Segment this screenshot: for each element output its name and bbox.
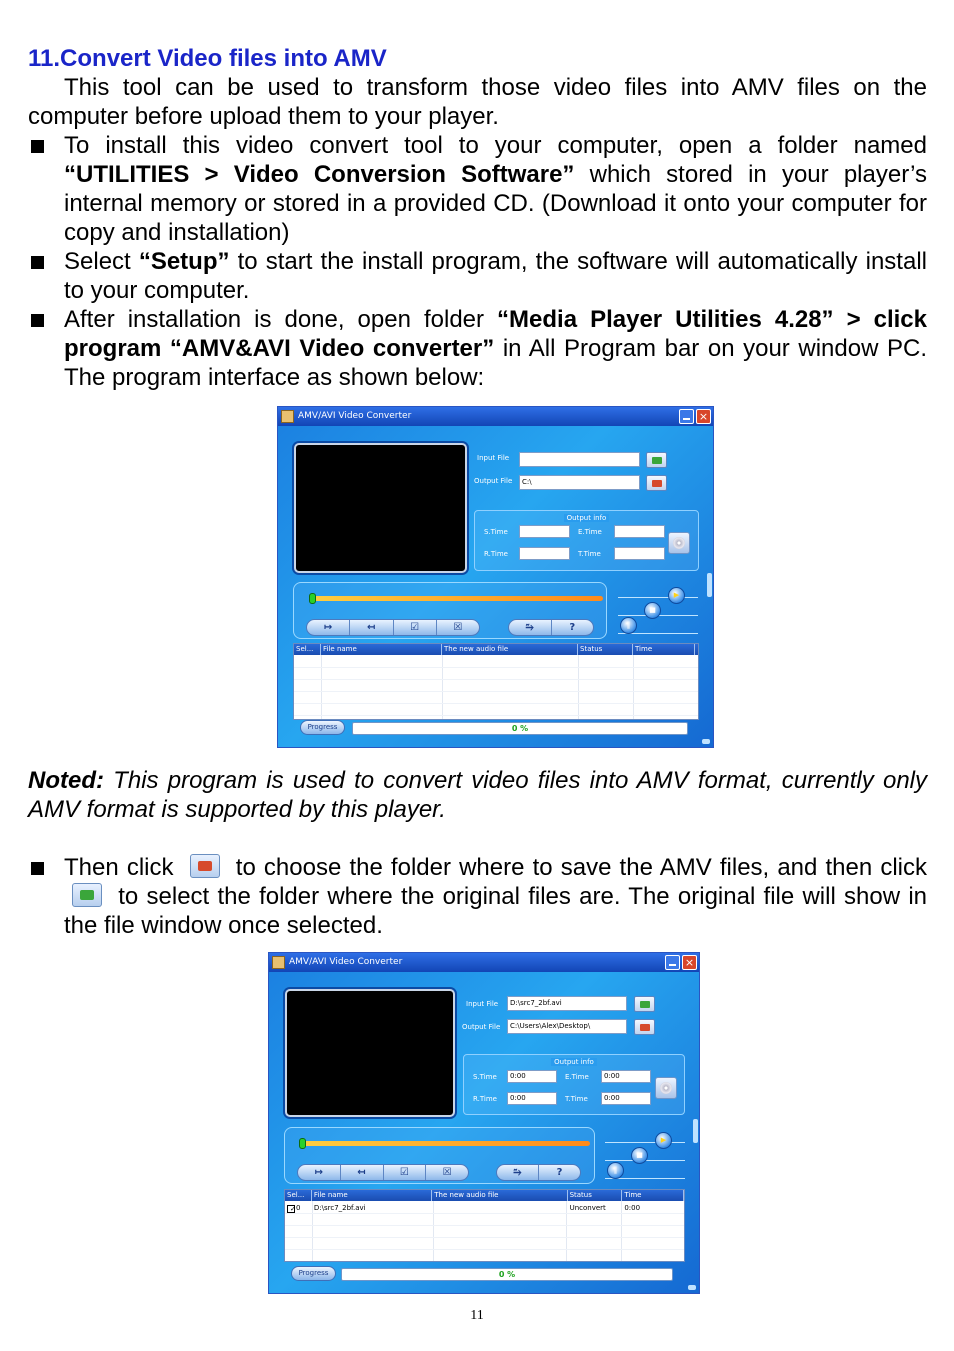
etime-field[interactable] (614, 525, 665, 538)
help-button[interactable]: ? (556, 1167, 563, 1178)
column-header[interactable]: File name (312, 1190, 432, 1201)
stime-field[interactable]: 0:00 (507, 1070, 557, 1083)
minimize-button[interactable] (679, 409, 694, 424)
column-header[interactable]: Status (568, 1190, 623, 1201)
delete-button[interactable]: ☒ (453, 622, 463, 633)
stime-field[interactable] (519, 525, 570, 538)
progress-button[interactable]: Progress (300, 720, 345, 735)
input-folder-icon[interactable] (634, 996, 655, 1012)
side-expand-handle[interactable] (693, 1119, 698, 1143)
bullet-square-icon (31, 256, 44, 269)
ttime-field[interactable]: 0:00 (601, 1092, 651, 1105)
output-folder-icon (190, 854, 220, 878)
column-header[interactable]: Time (633, 644, 695, 655)
seek-knob[interactable] (299, 1138, 306, 1149)
app-icon (272, 956, 285, 969)
output-info-label: Output info (551, 1058, 597, 1066)
input-file-label: Input File (477, 454, 510, 462)
seek-knob[interactable] (309, 593, 316, 604)
toolbar-right (508, 619, 594, 636)
output-file-label: Output File (462, 1023, 501, 1031)
column-header[interactable]: Sel... (294, 644, 321, 655)
output-file-field[interactable]: C:\ (519, 475, 640, 490)
file-table (284, 1189, 685, 1262)
input-file-field[interactable] (519, 452, 640, 467)
bullet-square-icon (31, 314, 44, 327)
stime-label: S.Time (484, 528, 508, 536)
stop-icon[interactable]: ■ (644, 602, 661, 619)
row-select-cell: ✓0 (285, 1202, 312, 1214)
app-icon (281, 410, 294, 423)
select-all-button[interactable]: ☑ (384, 1165, 427, 1180)
stop-icon[interactable]: ■ (631, 1147, 648, 1164)
window-title: AMV/AVI Video Converter (298, 411, 412, 421)
output-file-field[interactable]: C:\Users\Alex\Desktop\ (507, 1019, 627, 1034)
close-button[interactable]: × (696, 409, 711, 424)
bottom-arrow-icon[interactable] (688, 1285, 696, 1290)
convert-button[interactable]: ⥲ (509, 620, 552, 635)
etime-label: E.Time (578, 528, 602, 536)
pause-icon[interactable]: ‖ (620, 617, 637, 634)
table-row[interactable] (285, 1202, 684, 1214)
window-title: AMV/AVI Video Converter (289, 957, 403, 967)
close-button[interactable]: × (682, 955, 697, 970)
help-button[interactable]: ? (569, 622, 576, 633)
bullet-then-click: Then click to choose the folder where to save the AMV files, and then click to select the folder where the original files are. The original file will show in the file window once selected. (28, 853, 927, 940)
file-table (293, 643, 699, 720)
disc-icon[interactable] (668, 532, 690, 554)
output-file-label: Output File (474, 477, 513, 485)
ttime-label: T.Time (578, 550, 601, 558)
page-number: 11 (470, 1308, 484, 1323)
section-heading: 11.Convert Video files into AMV (28, 45, 387, 72)
title-bar (269, 953, 699, 972)
video-preview (285, 989, 455, 1117)
rtime-field[interactable]: 0:00 (507, 1092, 557, 1105)
input-folder-icon (72, 883, 102, 907)
seek-track[interactable] (299, 1141, 590, 1146)
output-info-group (463, 1054, 685, 1115)
title-bar (278, 407, 713, 426)
column-header[interactable]: File name (321, 644, 442, 655)
output-folder-icon[interactable] (646, 475, 667, 491)
converter-window-empty (277, 406, 714, 748)
column-header[interactable]: The new audio file (442, 644, 578, 655)
convert-button[interactable]: ⥲ (497, 1165, 539, 1180)
video-preview (294, 443, 467, 573)
toolbar-left (306, 619, 480, 636)
progress-bar: 0 % (341, 1268, 673, 1281)
column-header[interactable]: Sel... (285, 1190, 312, 1201)
etime-field[interactable]: 0:00 (601, 1070, 651, 1083)
note-paragraph: Noted: This program is used to convert video files into AMV format, currently only AMV format is supported by this player. (28, 767, 927, 823)
document-body (28, 44, 927, 392)
row-cell: D:\src7_2bf.avi (313, 1204, 366, 1212)
input-folder-icon[interactable] (646, 452, 667, 468)
rtime-field[interactable] (519, 547, 570, 560)
output-info-label: Output info (564, 514, 610, 522)
note-label: Noted: (28, 767, 104, 794)
remove-file-button[interactable]: ↤ (341, 1165, 384, 1180)
bullet-setup: Select “Setup” to start the install program, the software will automatically install to your computer. (28, 247, 927, 305)
bullet-open-program: After installation is done, open folder “Media Player Utilities 4.28” > click program “AMV&AVI Video converter” in All Program bar on your window PC. The program interface as shown below: (28, 305, 927, 392)
converter-window-loaded (268, 952, 700, 1294)
remove-file-button[interactable]: ↤ (350, 620, 393, 635)
rtime-label: R.Time (473, 1095, 497, 1103)
add-file-button[interactable]: ↦ (298, 1165, 341, 1180)
toolbar-right (496, 1164, 581, 1181)
row-cell: Unconvert (569, 1204, 606, 1212)
delete-button[interactable]: ☒ (442, 1167, 452, 1178)
progress-bar: 0 % (352, 722, 688, 735)
bullet-square-icon (31, 140, 44, 153)
minimize-button[interactable] (665, 955, 680, 970)
file-table-header (285, 1190, 684, 1201)
progress-button[interactable]: Progress (291, 1266, 336, 1281)
intro-paragraph: This tool can be used to transform those video files into AMV files on the computer before upload them to your player. (28, 74, 927, 130)
row-cell: 0:00 (624, 1204, 641, 1212)
row-checkbox[interactable]: ✓ (287, 1205, 295, 1213)
stime-label: S.Time (473, 1073, 497, 1081)
bullet-square-icon (31, 862, 44, 875)
add-file-button[interactable]: ↦ (307, 620, 350, 635)
select-all-button[interactable]: ☑ (394, 620, 437, 635)
side-expand-handle[interactable] (707, 573, 712, 597)
rtime-label: R.Time (484, 550, 508, 558)
output-info-group (474, 510, 699, 571)
file-table-header (294, 644, 698, 655)
row-cell (432, 1202, 567, 1214)
column-header[interactable]: Time (622, 1190, 684, 1201)
etime-label: E.Time (565, 1073, 589, 1081)
pause-icon[interactable]: ‖ (607, 1162, 624, 1179)
seek-track[interactable] (309, 596, 603, 601)
output-folder-icon[interactable] (634, 1019, 655, 1035)
play-icon[interactable]: ▶ (655, 1132, 672, 1149)
bullet-install: To install this video convert tool to your computer, open a folder named “UTILITIES > Video Conversion Software” which stored in your player’s internal memory or stored in a provided CD. (Download it onto your computer for copy and installation) (28, 131, 927, 247)
input-file-field[interactable]: D:\src7_2bf.avi (507, 996, 627, 1011)
ttime-field[interactable] (614, 547, 665, 560)
input-file-label: Input File (466, 1000, 499, 1008)
column-header[interactable]: Status (578, 644, 633, 655)
disc-icon[interactable] (655, 1077, 677, 1099)
document-body-lower (28, 766, 927, 940)
toolbar-left (297, 1164, 469, 1181)
column-header[interactable]: The new audio file (432, 1190, 567, 1201)
bottom-arrow-icon[interactable] (702, 739, 710, 744)
play-icon[interactable]: ▶ (668, 587, 685, 604)
ttime-label: T.Time (565, 1095, 588, 1103)
